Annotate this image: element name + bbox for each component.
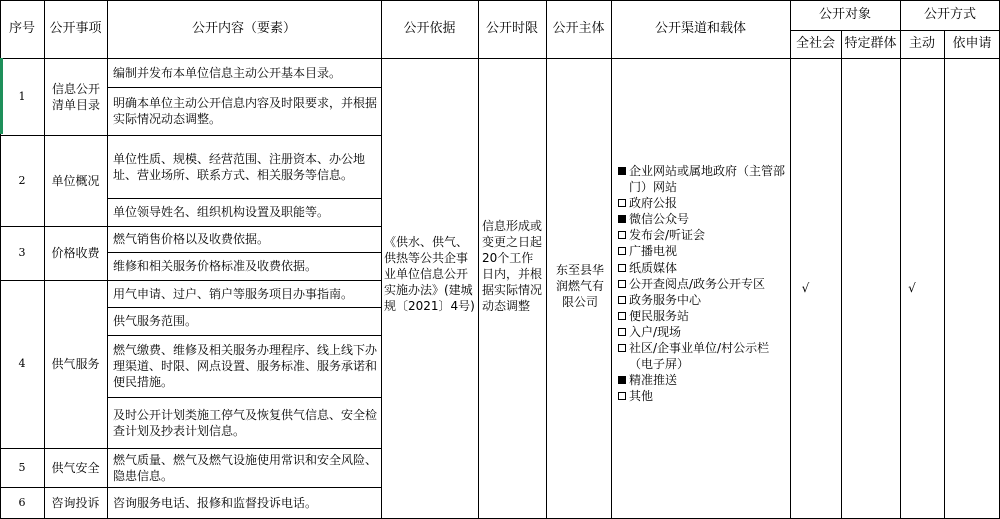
- channel-label: 纸质媒体: [629, 260, 678, 275]
- empty-box-icon: [618, 328, 626, 336]
- channel-item: [617, 308, 789, 324]
- row-3-seq: 3: [18, 246, 26, 259]
- empty-box-icon: [618, 344, 626, 352]
- channel-label: 广播电视: [629, 244, 678, 259]
- empty-box-icon: [618, 296, 626, 304]
- empty-box-icon: [618, 280, 626, 288]
- header-basis: 公开依据: [403, 21, 456, 36]
- channel-label: 政务服务中心: [629, 292, 702, 307]
- row-1-item: 信息公开清单目录: [52, 81, 101, 112]
- channel-item: [617, 227, 789, 243]
- row-4-item: 供气服务: [51, 357, 100, 371]
- row-5-seq: 5: [18, 460, 26, 474]
- header-time-limit: 公开时限: [485, 21, 538, 36]
- header-method-active: 主动: [908, 36, 935, 51]
- disclosure-subject: 东至县华润燃气有限公司: [555, 263, 604, 309]
- row-4-content-1: 用气申请、过户、销户等服务项目办事指南。: [113, 286, 354, 301]
- row-1-content-2: 明确本单位主动公开信息内容及时限要求，并根据实际情况动态调整。: [113, 96, 378, 126]
- row-2-content-2: 单位领导姓名、组织机构设置及职能等。: [113, 205, 330, 219]
- object-all-mark: √: [801, 281, 810, 295]
- row-6-item: 咨询投诉: [51, 495, 100, 510]
- channel-label: 发布会/听证会: [629, 228, 706, 243]
- row-6-content-1: 咨询服务电话、报修和监督投诉电话。: [113, 495, 318, 510]
- channel-item: [617, 372, 789, 388]
- channel-list: [617, 163, 789, 404]
- empty-box-icon: [618, 392, 626, 400]
- channel-label: 其他: [629, 389, 654, 404]
- header-content: 公开内容（要素）: [191, 21, 296, 36]
- channel-label: 企业网站或属地政府（主管部门）网站: [629, 164, 786, 195]
- row-5-content-1: 燃气质量、燃气及燃气设施使用常识和安全风险、隐患信息。: [113, 452, 378, 483]
- header-item: 公开事项: [49, 21, 102, 36]
- channel-item: [617, 292, 789, 308]
- time-limit: 信息形成或变更之日起20个工作日内，并根据实际情况动态调整: [482, 219, 543, 313]
- row-1-seq: 1: [18, 89, 26, 103]
- header-method-request: 依申请: [952, 36, 992, 51]
- channel-item: [617, 340, 789, 372]
- row-2-content-1: 单位性质、规模、经营范围、注册资本、办公地址、营业场所、联系方式、相关服务等信息。: [113, 151, 366, 182]
- channel-label: 公开查阅点/政务公开专区: [629, 276, 766, 291]
- channel-item: [617, 324, 789, 340]
- row-3-item: 价格收费: [51, 246, 100, 260]
- header-object: 公开对象: [818, 7, 871, 22]
- empty-box-icon: [618, 231, 626, 239]
- row-6-seq: 6: [18, 495, 26, 509]
- channel-label: 精准推送: [629, 373, 678, 388]
- row-2-item: 单位概况: [51, 173, 100, 188]
- empty-box-icon: [618, 264, 626, 272]
- row-3-content-2: 维修和相关服务价格标准及收费依据。: [113, 259, 318, 273]
- channel-item: [617, 260, 789, 276]
- channel-item: [617, 195, 789, 211]
- channel-item: [617, 276, 789, 292]
- header-object-all: 全社会: [795, 36, 835, 51]
- channel-label: 便民服务站: [629, 308, 690, 323]
- channel-label: 入户/现场: [629, 324, 682, 339]
- header-channel: 公开渠道和载体: [654, 21, 746, 36]
- row-4-content-4: 及时公开计划类施工停气及恢复供气信息、安全检查计划及抄表计划信息。: [113, 407, 378, 438]
- channel-label: 微信公众号: [629, 212, 690, 227]
- channel-label: 政府公报: [629, 196, 678, 211]
- row-3-content-1: 燃气销售价格以及收费依据。: [113, 232, 270, 246]
- empty-box-icon: [618, 247, 626, 255]
- row-2-seq: 2: [18, 173, 26, 187]
- channel-item: [617, 388, 789, 404]
- channel-item: [617, 243, 789, 259]
- method-active-mark: √: [908, 281, 916, 295]
- row-1-content-1: 编制并发布本单位信息主动公开基本目录。: [113, 65, 342, 80]
- row-4-content-2: 供气服务范围。: [113, 314, 198, 328]
- disclosure-basis: 《供水、供气、供热等公共企事业单位信息公开实施办法》(建城规〔2021〕4号): [384, 235, 475, 313]
- channel-label: 社区/企事业单位/村公示栏（电子屏）: [629, 341, 770, 372]
- checked-box-icon: [618, 215, 626, 223]
- channel-item: [617, 211, 789, 227]
- channel-item: [617, 163, 789, 195]
- header-seq: 序号: [8, 21, 35, 36]
- empty-box-icon: [618, 312, 626, 320]
- header-subject: 公开主体: [552, 21, 605, 36]
- checked-box-icon: [618, 167, 626, 175]
- header-method: 公开方式: [923, 7, 976, 22]
- header-object-specific: 特定群体: [844, 36, 897, 51]
- checked-box-icon: [618, 376, 626, 384]
- empty-box-icon: [618, 199, 626, 207]
- row-4-content-3: 燃气缴费、维修及相关服务办理程序、线上线下办理渠道、时限、网点设置、服务标准、服务承诺和便民措施。: [113, 343, 378, 389]
- row-4-seq: 4: [18, 357, 26, 370]
- row-5-item: 供气安全: [51, 460, 100, 475]
